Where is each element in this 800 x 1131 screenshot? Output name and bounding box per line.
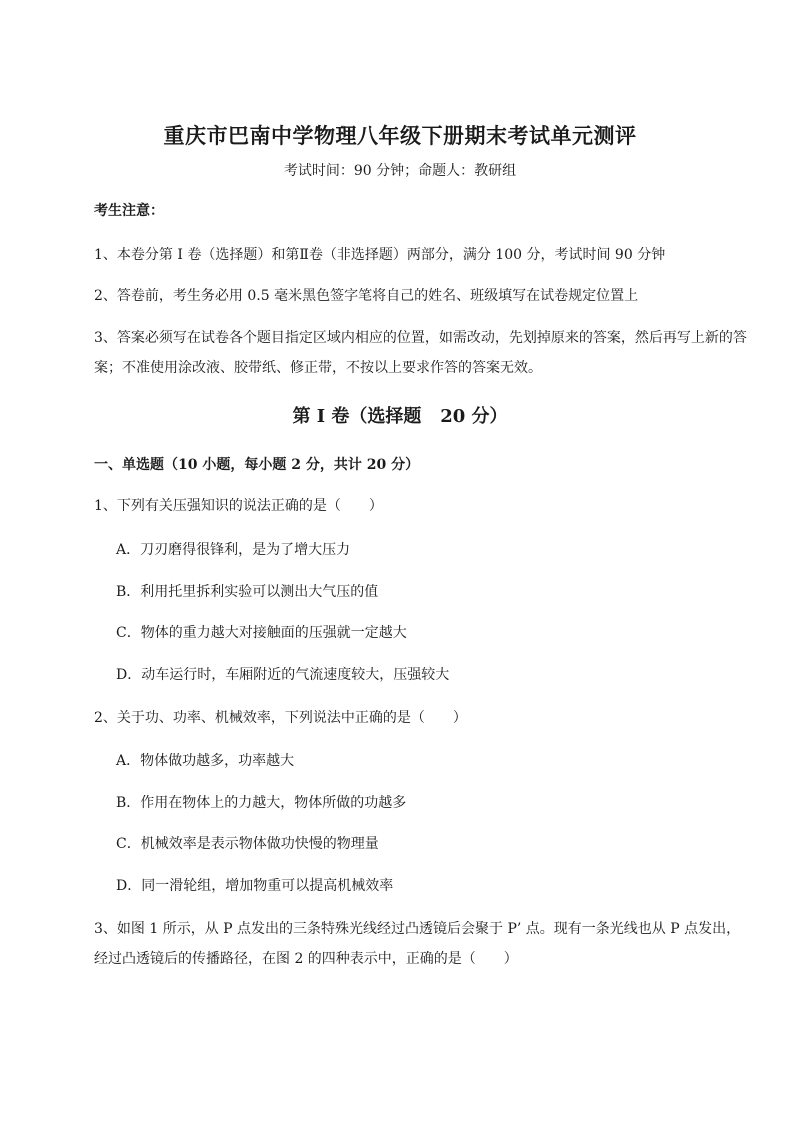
answer-option: B．利用托里拆利实验可以测出大气压的值: [116, 584, 379, 600]
answer-option: D．动车运行时，车厢附近的气流速度较大，压强较大: [116, 667, 450, 683]
answer-option: B．作用在物体上的力越大，物体所做的功越多: [116, 795, 407, 811]
page-title: 重庆市巴南中学物理八年级下册期末考试单元测评: [163, 123, 637, 148]
notice-item: 1、本卷分第 I 卷（选择题）和第Ⅱ卷（非选择题）两部分，满分 100 分，考试时间 90 分钟: [94, 247, 666, 263]
question-stem: 1、下列有关压强知识的说法正确的是（ ）: [94, 498, 383, 514]
answer-option: A．刀刃磨得很锋利，是为了增大压力: [116, 542, 351, 558]
question-stem: 2、关于功、功率、机械效率，下列说法中正确的是（ ）: [94, 710, 467, 726]
notice-item: 2、答卷前，考生务必用 0.5 毫米黑色签字笔将自己的姓名、班级填写在试卷规定位置上: [94, 288, 639, 304]
answer-option: A．物体做功越多，功率越大: [116, 753, 295, 769]
part-title: 第 I 卷（选择题 20 分）: [292, 406, 508, 427]
exam-info: 考试时间：90 分钟；命题人：教研组: [283, 163, 517, 179]
section-heading: 一、单选题（10 小题，每小题 2 分，共计 20 分）: [94, 457, 420, 473]
answer-option: C．机械效率是表示物体做功快慢的物理量: [116, 836, 379, 852]
notice-item: 3、答案必须写在试卷各个题目指定区域内相应的位置，如需改动，先划掉原来的答案，然后再写上新的答案；不准使用涂改液、胶带纸、修正带，不按以上要求作答的答案无效。: [94, 330, 747, 376]
answer-option: D．同一滑轮组，增加物重可以提高机械效率: [116, 878, 394, 894]
question-stem: 3、如图 1 所示，从 P 点发出的三条特殊光线经过凸透镜后会聚于 P’ 点。现有一条光线也从 P 点发出，经过凸透镜后的传播路径，在图 2 的四种表示中，正确的是（ ）: [94, 921, 741, 967]
answer-option: C．物体的重力越大对接触面的压强就一定越大: [116, 625, 407, 641]
notice-heading: 考生注意：: [94, 203, 164, 219]
